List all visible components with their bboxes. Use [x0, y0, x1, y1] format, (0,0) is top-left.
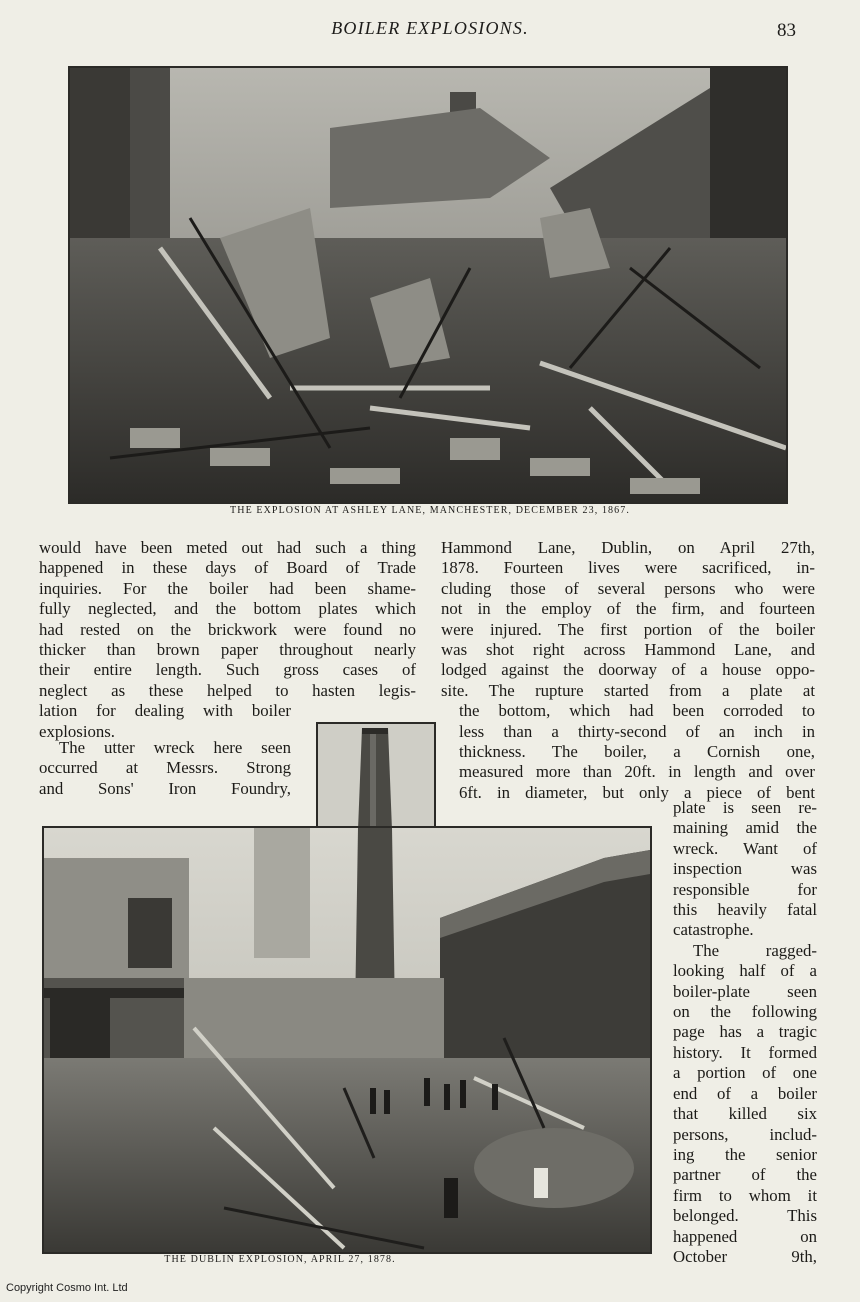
text-line: firm to whom it — [673, 1185, 817, 1205]
text-line: the bottom, which had been corroded to — [459, 701, 815, 721]
text-line: was shot right across Hammond Lane, and — [441, 640, 815, 660]
text-line: page has a tragic — [673, 1022, 817, 1042]
text-line: neglect as these helped to hasten legis- — [39, 680, 416, 700]
text-line: 1878. Fourteen lives were sacrificed, in- — [441, 558, 815, 578]
chimney-wreck-photo-icon — [44, 828, 650, 1252]
text-line: partner of the — [673, 1165, 817, 1185]
chimney-icon — [318, 724, 434, 830]
text-line: and Sons' Iron Foundry, — [39, 778, 291, 798]
running-head-title: BOILER EXPLOSIONS. — [331, 18, 529, 38]
ashley-lane-caption: THE EXPLOSION AT ASHLEY LANE, MANCHESTER, DECEMBER 23, 1867. — [230, 505, 630, 516]
text-line: would have been meted out had such a thing — [39, 538, 416, 557]
text-line: fully neglected, and the bottom plates which — [39, 599, 416, 619]
text-line: measured more than 20ft. in length and over — [459, 762, 815, 782]
dublin-explosion-caption: THE DUBLIN EXPLOSION, APRIL 27, 1878. — [164, 1254, 396, 1265]
text-line: end of a boiler — [673, 1083, 817, 1103]
text-line: thicker than brown paper throughout nearly — [39, 640, 416, 660]
rubble-photo-icon — [70, 68, 786, 502]
text-line: cluding those of several persons who were — [441, 578, 815, 598]
text-line: persons, includ- — [673, 1124, 817, 1144]
text-line: a portion of one — [673, 1063, 817, 1083]
text-line: happened on — [673, 1226, 817, 1246]
text-line: plate is seen re- — [673, 798, 817, 817]
copyright-watermark: Copyright Cosmo Int. Ltd — [6, 1282, 128, 1294]
text-line: belonged. This — [673, 1206, 817, 1226]
text-line: responsible for — [673, 879, 817, 899]
text-line: wreck. Want of — [673, 838, 817, 858]
text-line: had rested on the brickwork were found no — [39, 619, 416, 639]
text-line: that killed six — [673, 1104, 817, 1124]
text-line: lodged against the doorway of a house oppo- — [441, 660, 815, 680]
page-number: 83 — [777, 20, 796, 41]
text-line: this heavily fatal — [673, 900, 817, 920]
ashley-lane-photo — [68, 66, 788, 504]
text-line: 6ft. in diameter, but only a piece of bent — [459, 782, 815, 802]
dublin-photo-chimney-extension — [316, 722, 436, 830]
text-line: inquiries. For the boiler had been shame- — [39, 578, 416, 598]
text-line: ing the senior — [673, 1144, 817, 1164]
text-line: explosions. — [39, 721, 115, 741]
right-column-text — [441, 538, 815, 803]
text-line: less than a thirty-second of an inch in — [459, 721, 815, 741]
text-line: The utter wreck here seen — [59, 738, 291, 757]
left-column-text — [39, 538, 416, 742]
text-line: occurred at Messrs. Strong — [39, 758, 291, 778]
text-line: on the following — [673, 1002, 817, 1022]
text-line: looking half of a — [673, 961, 817, 981]
text-line: inspection was — [673, 859, 817, 879]
text-line: thickness. The boiler, a Cornish one, — [459, 742, 815, 762]
dublin-explosion-photo — [42, 826, 652, 1254]
text-line: history. It formed — [673, 1042, 817, 1062]
text-line: site. The rupture started from a plate at — [441, 680, 815, 700]
text-line: boiler-plate seen — [673, 981, 817, 1001]
text-line: maining amid the — [673, 818, 817, 838]
text-line: Hammond Lane, Dublin, on April 27th, — [441, 538, 815, 557]
text-line: October 9th, — [673, 1246, 817, 1266]
right-narrow-text — [673, 798, 817, 1267]
text-line: lation for dealing with boiler — [39, 701, 291, 721]
text-line: catastrophe. — [673, 920, 754, 940]
text-line: happened in these days of Board of Trade — [39, 558, 416, 578]
text-line: The ragged- — [693, 940, 817, 960]
text-line: were injured. The first portion of the boiler — [441, 619, 815, 639]
text-line: their entire length. Such gross cases of — [39, 660, 416, 680]
left-lower-text — [39, 738, 291, 799]
text-line: not in the employ of the firm, and fourteen — [441, 599, 815, 619]
